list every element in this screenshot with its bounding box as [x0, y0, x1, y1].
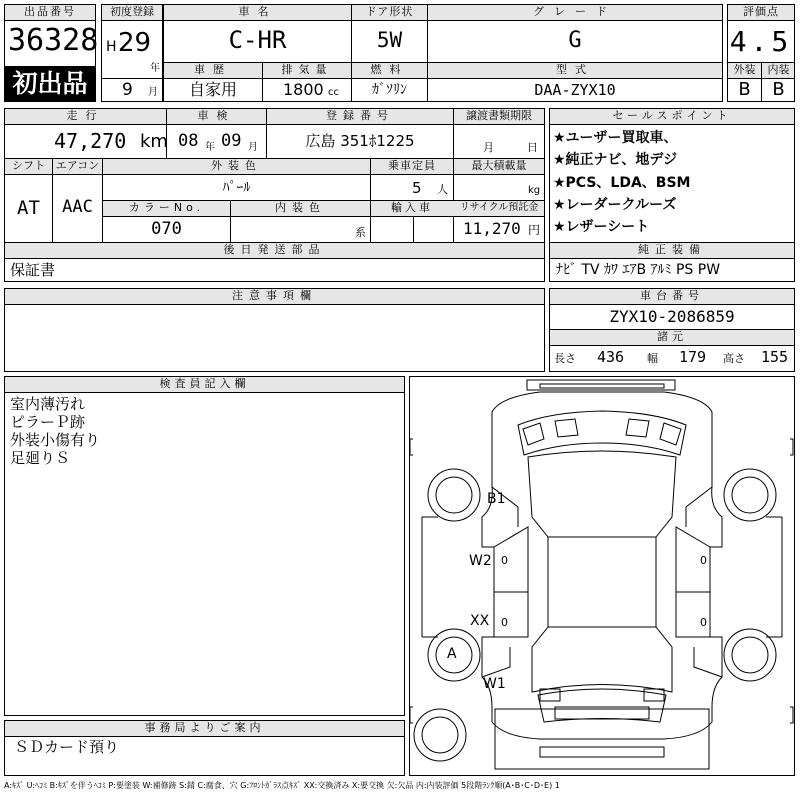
reg-number-label: 登録番号 — [326, 109, 394, 122]
mileage-label: 走行 — [66, 109, 105, 122]
first-reg-year-unit: 年 — [150, 63, 160, 74]
later-parts-label: 後日発送部品 — [223, 243, 326, 256]
door-label: ドア形状 — [365, 5, 414, 18]
inspector-label: 検査員記入欄 — [159, 377, 250, 390]
divider — [163, 78, 723, 79]
transfer-month-unit: 月 — [483, 141, 494, 154]
divider — [4, 736, 405, 737]
capacity-value: 5 — [412, 179, 422, 197]
sales-point-item: ★レーダークルーズ — [553, 197, 677, 213]
damage-mark-b1: B1 — [487, 491, 506, 507]
length-label: 長さ — [554, 352, 576, 365]
chassis-value: ZYX10-2086859 — [609, 307, 735, 326]
first-reg-era: H — [106, 39, 117, 55]
car-name-value: C-HR — [228, 26, 287, 54]
grade-label: グレード — [533, 5, 617, 18]
sales-point-item: ★レザーシート — [553, 219, 650, 235]
divider — [4, 124, 545, 125]
interior-color-label: 内装色 — [275, 201, 326, 214]
divider — [413, 216, 414, 242]
int-score-value: B — [772, 79, 785, 100]
divider — [4, 20, 96, 21]
shift-value: AT — [17, 197, 40, 219]
panel-zero: 0 — [501, 616, 508, 629]
divider — [727, 20, 795, 21]
mileage-value: 47,270 — [54, 129, 127, 153]
chassis-label: 車台番号 — [640, 289, 704, 302]
color-no-label: カラーNo. — [128, 201, 205, 214]
history-value: 自家用 — [188, 80, 237, 99]
divider — [549, 345, 795, 346]
sales-points-label: セールスポイント — [612, 109, 732, 122]
damage-mark-w2: W2 — [469, 553, 492, 569]
first-reg-label: 初度登録 — [110, 5, 154, 18]
divider — [4, 304, 545, 305]
car-outline-diagram — [410, 377, 794, 775]
car-name-label: 車名 — [238, 5, 277, 18]
height-label: 高さ — [723, 352, 745, 365]
fuel-value: ｶﾞｿﾘﾝ — [372, 82, 407, 98]
panel-zero: 0 — [700, 554, 707, 567]
first-reg-month-unit: 月 — [148, 87, 158, 98]
displacement-value: 1800 — [283, 80, 324, 99]
dimensions-label: 諸元 — [657, 330, 687, 343]
max-load-label: 最大積載量 — [471, 159, 527, 172]
aircon-label: エアコン — [55, 159, 100, 172]
exterior-color-label: 外装色 — [211, 159, 262, 172]
panel-zero: 0 — [501, 554, 508, 567]
panel-zero: 0 — [700, 616, 707, 629]
recycle-label: リサイクル預託金 — [459, 202, 539, 213]
transfer-day-unit: 日 — [527, 141, 538, 154]
capacity-label: 乗車定員 — [388, 159, 436, 172]
capacity-unit: 人 — [437, 183, 448, 196]
divider — [549, 258, 795, 259]
damage-mark-xx: XX — [470, 613, 490, 629]
divider — [101, 20, 163, 21]
inspector-line: 外装小傷有り — [10, 431, 101, 449]
damage-diagram — [409, 376, 795, 776]
transfer-deadline-label: 譲渡書類期限 — [466, 109, 532, 122]
shift-label: シフト — [12, 159, 45, 172]
inspector-line: 足廻りＳ — [10, 449, 71, 467]
ext-score-label: 外装 — [733, 63, 756, 76]
mileage-unit: km — [140, 131, 168, 152]
model-value: DAA-ZYX10 — [534, 81, 616, 99]
damage-mark-w1: W1 — [483, 676, 506, 692]
history-label: 車歴 — [194, 63, 232, 76]
score-label: 評価点 — [743, 5, 779, 18]
notes-label: 注意事項欄 — [232, 289, 317, 302]
damage-mark-a: A — [447, 646, 457, 662]
width-label: 幅 — [647, 352, 658, 365]
width-value: 179 — [679, 348, 707, 366]
divider — [102, 216, 545, 217]
sales-point-item: ★純正ナビ、地デジ — [553, 152, 678, 168]
max-load-unit: kg — [528, 185, 541, 196]
divider — [549, 124, 795, 125]
later-parts-value: 保証書 — [10, 261, 56, 279]
inspection-year: 08 — [178, 131, 199, 151]
length-value: 436 — [597, 348, 625, 366]
door-value: 5W — [376, 28, 403, 52]
office-value: ＳＤカード預り — [14, 738, 120, 756]
inspector-line: 室内薄汚れ — [10, 395, 86, 413]
import-label: 輸入車 — [391, 201, 433, 214]
height-value: 155 — [761, 348, 789, 366]
office-label: 事務局よりご案内 — [144, 721, 265, 734]
equipment-label: 純正装備 — [638, 243, 706, 256]
reg-number-value: 広島 351ﾎ1225 — [305, 132, 415, 150]
interior-color-suffix: 系 — [355, 226, 366, 239]
inspection-label: 車検 — [197, 109, 236, 122]
sales-point-item: ★ユーザー買取車、 — [553, 130, 678, 146]
inspection-month-unit: 月 — [248, 142, 258, 153]
divider — [101, 78, 163, 79]
color-no-value: 070 — [151, 219, 182, 239]
ext-score-value: B — [738, 79, 751, 100]
damage-legend: A:ｷｽﾞ U:ﾍｺﾐ B:ｷｽﾞを伴うﾍｺﾐ P:要塗装 W:補修跡 S:錆 C:腐食、穴 G:ﾌﾛﾝﾄｶﾞﾗｽ点ｷｽﾞ XX:交換済み X:要交換 欠:欠品 内:内装評価 5段階ﾗﾝｸ順(A･B･C･D･E) 1 — [4, 781, 560, 790]
recycle-value: 11,270 — [463, 219, 521, 238]
aircon-value: AAC — [62, 197, 93, 217]
displacement-label: 排気量 — [281, 63, 333, 76]
exterior-color-value: ﾊﾟｰﾙ — [222, 180, 251, 196]
fuel-label: 燃料 — [370, 63, 409, 76]
equipment-value: ﾅﾋﾞ TV ｶﾜ ｴｱB ｱﾙﾐ PS PW — [556, 262, 721, 278]
divider — [4, 392, 405, 393]
sales-point-item: ★PCS、LDA、BSM — [553, 175, 691, 191]
recycle-unit: 円 — [528, 223, 541, 237]
first-reg-year: 29 — [118, 28, 152, 58]
lot-number: 36328 — [8, 23, 99, 58]
int-score-label: 内装 — [767, 63, 790, 76]
inspection-year-unit: 年 — [205, 142, 215, 153]
first-reg-month: 9 — [122, 80, 133, 100]
inspector-line: ピラーＰ跡 — [10, 413, 86, 431]
grade-value: G — [568, 28, 582, 53]
divider — [4, 258, 545, 259]
inspection-month: 09 — [221, 131, 242, 151]
lot-label: 出品番号 — [24, 5, 76, 18]
model-label: 型式 — [556, 63, 594, 76]
divider — [549, 304, 795, 305]
displacement-unit: cc — [328, 87, 339, 98]
divider — [163, 20, 723, 21]
divider — [4, 174, 545, 175]
first-listing-badge: 初出品 — [5, 66, 95, 101]
score-value: 4.5 — [729, 25, 793, 58]
